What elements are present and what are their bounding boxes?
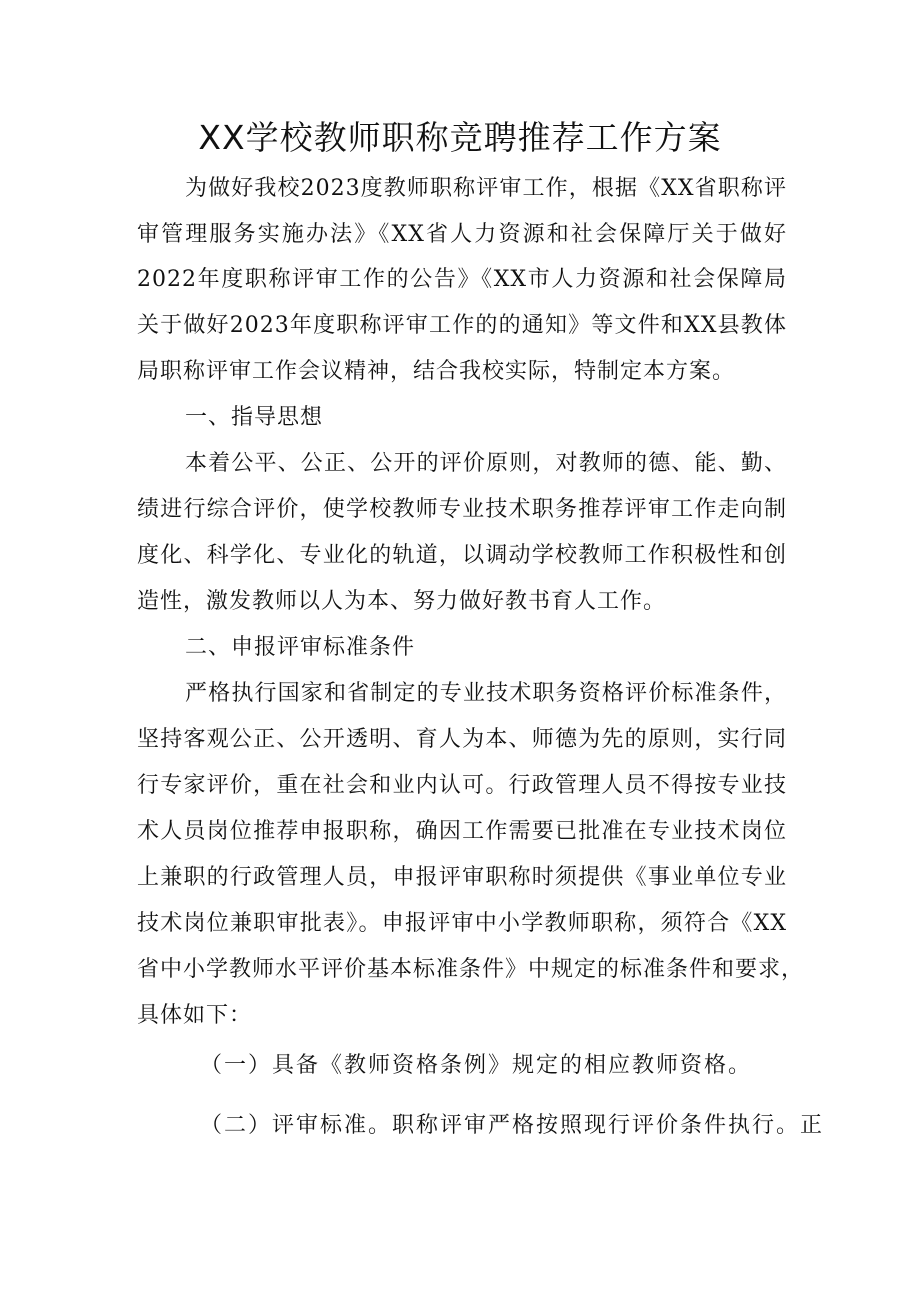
paragraph-line: 上兼职的行政管理人员，申报评审职称时须提供《事业单位专业 xyxy=(137,865,787,890)
paragraph-line: 绩进行综合评价，使学校教师专业技术职务推荐评审工作走向制 xyxy=(137,497,787,522)
paragraph-line: 造性，激发教师以人为本、努力做好教书育人工作。 xyxy=(137,589,667,614)
paragraph-line: 行专家评价，重在社会和业内认可。行政管理人员不得按专业技 xyxy=(137,773,787,798)
paragraph-line: 具体如下： xyxy=(137,1003,253,1028)
paragraph-line: 坚持客观公正、公开透明、育人为本、师德为先的原则，实行同 xyxy=(137,727,787,752)
list-item: （一）具备《教师资格条例》规定的相应教师资格。 xyxy=(200,1053,753,1078)
paragraph-line: 严格执行国家和省制定的专业技术职务资格评价标准条件， xyxy=(185,681,787,706)
paragraph-line: 2022年度职称评审工作的公告》《XX市人力资源和社会保障局 xyxy=(137,267,787,292)
section-heading: 一、指导思想 xyxy=(185,405,324,430)
paragraph-line: 为做好我校2023度教师职称评审工作，根据《XX省职称评 xyxy=(185,176,787,201)
paragraph-line: 审管理服务实施办法》《XX省人力资源和社会保障厅关于做好 xyxy=(137,222,787,247)
paragraph-line: 关于做好2023年度职称评审工作的的通知》等文件和XX县教体 xyxy=(137,313,787,338)
paragraph-line: 度化、科学化、专业化的轨道，以调动学校教师工作积极性和创 xyxy=(137,543,787,568)
paragraph-line: 术人员岗位推荐申报职称，确因工作需要已批准在专业技术岗位 xyxy=(137,819,787,844)
paragraph-line: 局职称评审工作会议精神，结合我校实际，特制定本方案。 xyxy=(137,359,736,384)
paragraph-line: 本着公平、公正、公开的评价原则，对教师的德、能、勤、 xyxy=(185,451,787,476)
paragraph-line: 技术岗位兼职审批表》。申报评审中小学教师职称，须符合《XX xyxy=(137,911,787,936)
section-heading: 二、申报评审标准条件 xyxy=(185,635,416,660)
paragraph-line: 省中小学教师水平评价基本标准条件》中规定的标准条件和要求， xyxy=(137,957,805,982)
document-title: XX学校教师职称竞聘推荐工作方案 xyxy=(198,118,722,157)
list-item: （二）评审标准。职称评审严格按照现行评价条件执行。正 xyxy=(200,1113,825,1138)
